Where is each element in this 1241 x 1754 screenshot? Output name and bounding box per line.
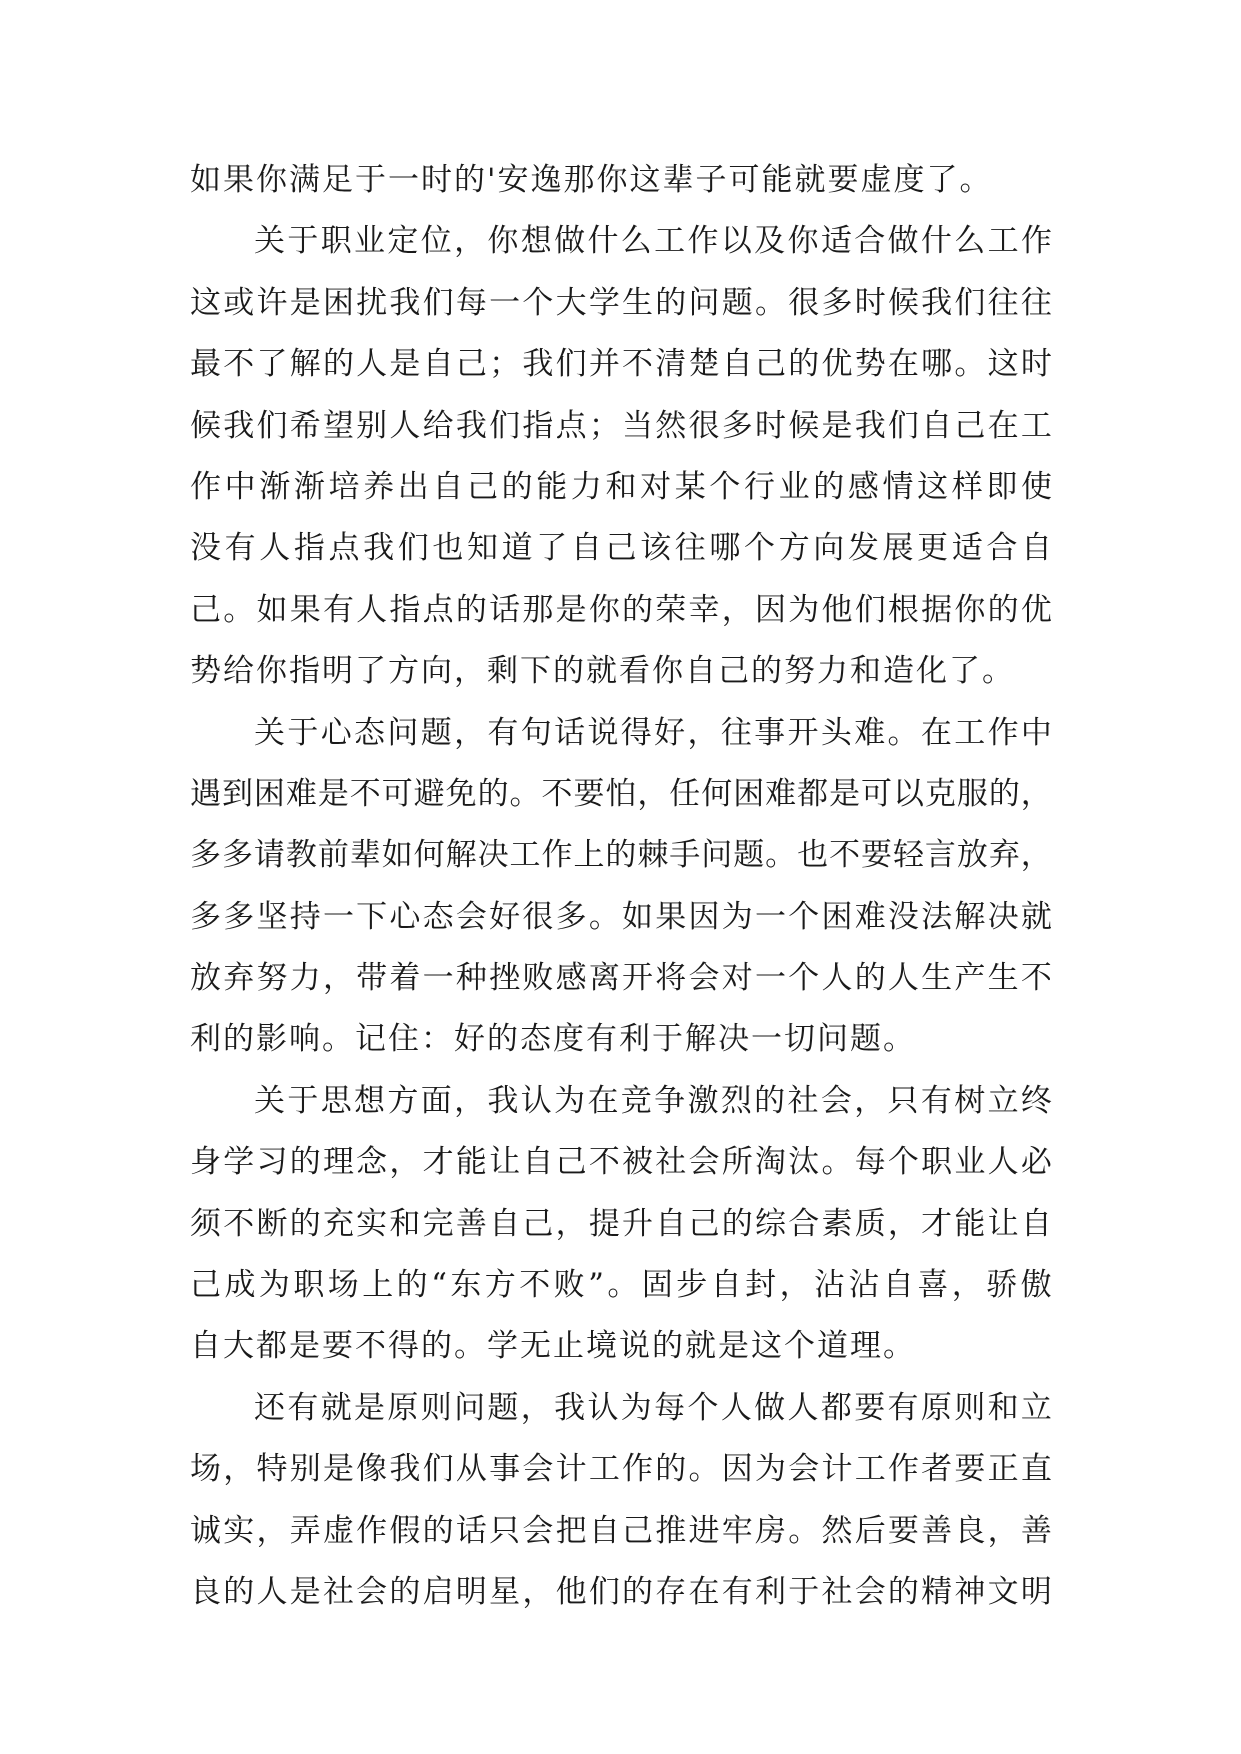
text-line: 须 不 断 的 充 实 和 完 善 自 己 ， 提 升 自 己 的 综 合 素 质 ， 才 能 让 自 xyxy=(190,1205,1052,1242)
text-line: 关 于 思 想 方 面 ， 我 认 为 在 竞 争 激 烈 的 社 会 ， 只 有 树 立 终 xyxy=(254,1082,1052,1119)
text-line: 候 我 们 希 望 别 人 给 我 们 指 点 ； 当 然 很 多 时 候 是 我 们 自 己 在 工 xyxy=(190,407,1052,444)
text-line: 己 。 如 果 有 人 指 点 的 话 那 是 你 的 荣 幸 ， 因 为 他 们 根 据 你 的 优 xyxy=(190,591,1052,628)
document-body xyxy=(190,150,1052,1623)
text-line: 自大都是要不得的。学无止境说的就是这个道理。 xyxy=(190,1328,916,1365)
text-line: 如果你满足于一时的'安逸那你这辈子可能就要虚度了。 xyxy=(190,162,993,198)
text-line: 没 有 人 指 点 我 们 也 知 道 了 自 己 该 往 哪 个 方 向 发 展 更 适 合 自 xyxy=(190,530,1052,567)
text-line: 场 ， 特 别 是 像 我 们 从 事 会 计 工 作 的 。 因 为 会 计 工 作 者 要 正 直 xyxy=(190,1451,1052,1488)
text-line: 作 中 渐 渐 培 养 出 自 己 的 能 力 和 对 某 个 行 业 的 感 情 这 样 即 使 xyxy=(190,468,1052,505)
text-line: 还 有 就 是 原 则 问 题 ， 我 认 为 每 个 人 做 人 都 要 有 原 则 和 立 xyxy=(254,1389,1052,1426)
text-line: 诚 实 ， 弄 虚 作 假 的 话 只 会 把 自 己 推 进 牢 房 。 然 后 要 善 良 ， 善 xyxy=(190,1512,1052,1549)
text-line: 最 不 了 解 的 人 是 自 己 ； 我 们 并 不 清 楚 自 己 的 优 势 在 哪 。 这 时 xyxy=(190,346,1052,383)
text-line: 身 学 习 的 理 念 ， 才 能 让 自 己 不 被 社 会 所 淘 汰 。 每 个 职 业 人 必 xyxy=(190,1144,1052,1181)
text-line: 遇 到 困 难 是 不 可 避 免 的 。 不 要 怕 ， 任 何 困 难 都 是 可 以 克 服 的 ， xyxy=(190,775,1052,812)
text-line: 多 多 请 教 前 辈 如 何 解 决 工 作 上 的 棘 手 问 题 。 也 不 要 轻 言 放 弃 ， xyxy=(190,837,1052,874)
text-line: 关 于 心 态 问 题 ， 有 句 话 说 得 好 ， 往 事 开 头 难 。 在 工 作 中 xyxy=(254,714,1052,751)
text-line: 多 多 坚 持 一 下 心 态 会 好 很 多 。 如 果 因 为 一 个 困 难 没 法 解 决 就 xyxy=(190,898,1052,935)
text-line: 己 成 为 职 场 上 的 “ 东 方 不 败 ” 。 固 步 自 封 ， 沾 沾 自 喜 ， 骄 傲 xyxy=(190,1267,1052,1304)
text-line: 这 或 许 是 困 扰 我 们 每 一 个 大 学 生 的 问 题 。 很 多 时 候 我 们 往 往 xyxy=(190,284,1052,321)
text-line: 关 于 职 业 定 位 ， 你 想 做 什 么 工 作 以 及 你 适 合 做 什 么 工 作 xyxy=(254,223,1052,260)
text-line: 势给你指明了方向，剩下的就看你自己的努力和造化了。 xyxy=(190,653,1015,690)
text-line: 放 弃 努 力 ， 带 着 一 种 挫 败 感 离 开 将 会 对 一 个 人 的 人 生 产 生 不 xyxy=(190,960,1052,997)
text-line: 利的影响。记住：好的态度有利于解决一切问题。 xyxy=(190,1021,916,1058)
text-line: 良 的 人 是 社 会 的 启 明 星 ， 他 们 的 存 在 有 利 于 社 会 的 精 神 文 明 xyxy=(190,1573,1052,1610)
